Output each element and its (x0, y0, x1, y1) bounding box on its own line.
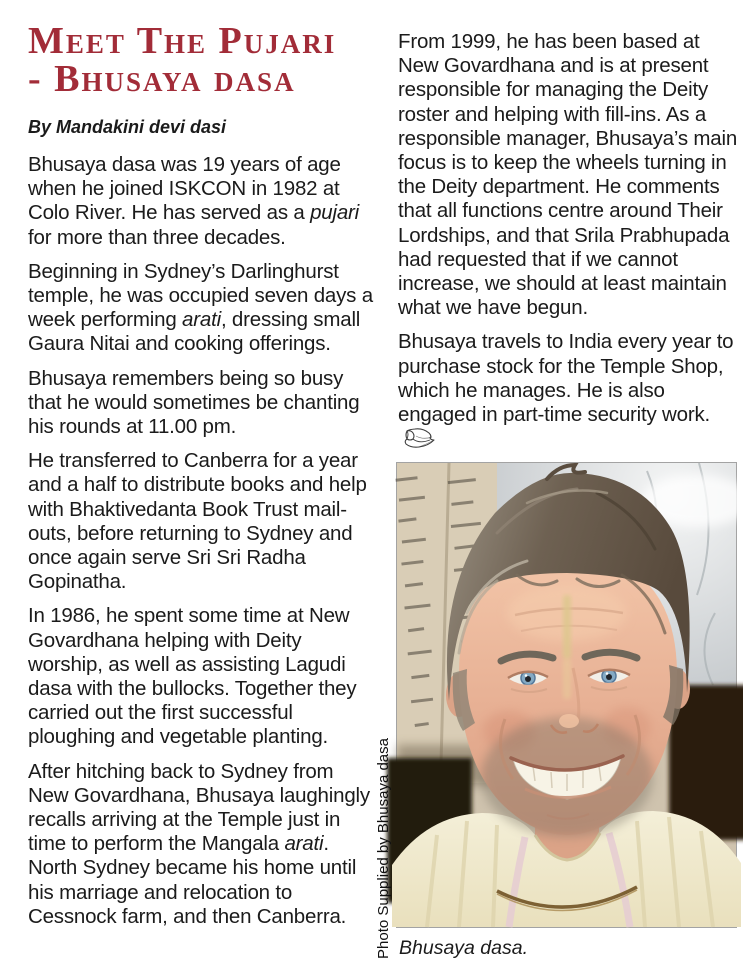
right-column (375, 30, 738, 960)
page-title (28, 22, 375, 98)
article-paragraph: In 1986, he spent some time at New Govardhana helping with Deity worship, as well as assisting Lagudi dasa with the bullocks. Together they carried out the first successful ploughing and vegetable planting. (28, 604, 357, 749)
byline: By Mandakini devi dasi (28, 117, 227, 137)
left-column (28, 22, 375, 929)
bhusaya-photo-illustration (396, 462, 737, 928)
article-paragraph: From 1999, he has been based at New Govardhana and is at present responsible for managing the Deity roster and helping with fill-ins. As a responsible manager, Bhusaya’s main focus is to keep the wheels turning in the Deity department. He comments that all functions centre around Their Lordships, and that Srila Prabhupada had requested that if we cannot increase, we should at least maintain what we have begun. (398, 30, 738, 320)
article-paragraph: Bhusaya remembers being so busy that he would sometimes be chanting his rounds at 11.00 pm. (28, 366, 360, 439)
article-paragraph: After hitching back to Sydney from New Govardhana, Bhusaya laughingly recalls arriving at the Temple just in time to perform the Mangala arati. North Sydney became his home until his marriage and relocation to Cessnock farm, and then Canberra. (28, 759, 370, 928)
article-paragraph: Bhusaya dasa was 19 years of age when he joined ISKCON in 1982 at Colo River. He has served as a pujari for more than three decades. (28, 153, 360, 249)
article-paragraph: Beginning in Sydney’s Darlinghurst temple, he was occupied seven days a week performing arati, dressing small Gaura Nitai and cooking offerings. (28, 259, 373, 356)
title-line-2: - Bhusaya dasa (28, 58, 296, 100)
article-paragraph: He transferred to Canberra for a year and a half to distribute books and help with Bhaktivedanta Book Trust mail-outs, before returning to Sydney and once again serve Sri Sri Radha Gopinatha. (28, 449, 367, 594)
photo-caption: Bhusaya dasa. (399, 937, 529, 960)
photo-credit: Photo Supplied by Bhusaya dasa (375, 738, 392, 960)
paragraph-text: Bhusaya travels to India every year to purchase stock for the Temple Shop, which he manages. He is also engaged in part-time security work. (398, 330, 734, 427)
article-paragraph (398, 330, 738, 452)
title-line-1: Meet The Pujari (28, 20, 337, 62)
conch-shell-icon (403, 427, 436, 450)
portrait-photo (375, 462, 737, 960)
